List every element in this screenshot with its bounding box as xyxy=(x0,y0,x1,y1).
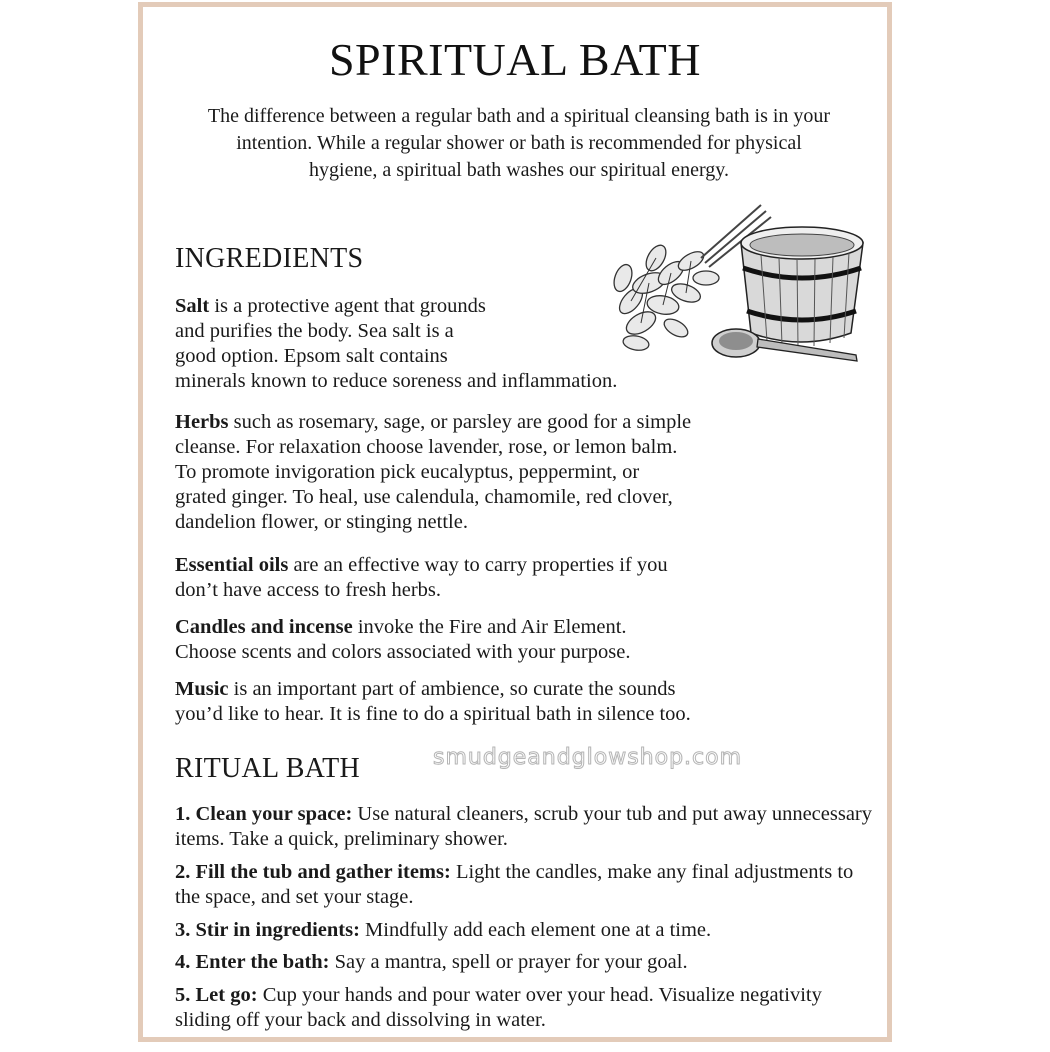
ingredient-term: Candles and incense xyxy=(175,616,353,638)
ritual-step xyxy=(175,860,875,910)
ritual-step xyxy=(175,802,875,852)
ritual-bath-heading: RITUAL BATH xyxy=(175,753,361,784)
ingredient-text: invoke the Fire and Air Element. Choose scents and colors associated with your purpose. xyxy=(175,616,631,663)
ritual-step xyxy=(175,983,875,1033)
step-text: Say a mantra, spell or prayer for your goal. xyxy=(329,951,688,973)
step-label: 4. Enter the bath: xyxy=(175,951,330,973)
step-label: 3. Stir in ingredients: xyxy=(175,919,360,941)
step-text: Use natural cleaners, scrub your tub and put away unnecessary items. Take a quick, preliminary shower. xyxy=(175,803,873,850)
ingredient-term: Essential oils xyxy=(175,554,289,576)
recipe-card xyxy=(138,2,892,1042)
ingredient-candles-incense xyxy=(175,615,865,665)
step-label: 2. Fill the tub and gather items: xyxy=(175,861,451,883)
watermark-text: smudgeandglowshop.com xyxy=(433,745,743,770)
page-title: SPIRITUAL BATH xyxy=(328,34,702,85)
ingredient-text: is a protective agent that grounds and purifies the body. Sea salt is a good option. Epsom salt contains minerals known to reduce soreness and inflammation. xyxy=(175,295,618,392)
ingredient-essential-oils xyxy=(175,553,865,603)
ingredient-music xyxy=(175,677,865,727)
ritual-step xyxy=(175,918,875,943)
step-text: Mindfully add each element one at a time. xyxy=(359,919,712,941)
ingredient-herbs xyxy=(175,410,865,535)
wooden-bucket-icon xyxy=(741,227,863,347)
ingredients-heading: INGREDIENTS xyxy=(175,243,364,274)
ingredient-term: Music xyxy=(175,678,229,700)
ingredient-salt xyxy=(175,294,755,394)
ingredient-term: Herbs xyxy=(175,411,229,433)
ingredient-text: are an effective way to carry properties if you don’t have access to fresh herbs. xyxy=(175,554,668,601)
ingredient-term: Salt xyxy=(175,295,210,317)
ingredient-text: is an important part of ambience, so curate the sounds you’d like to hear. It is fine to do a spiritual bath in silence too. xyxy=(175,678,691,725)
intro-paragraph: The difference between a regular bath and a spiritual cleansing bath is in your intention. While a regular shower or bath is recommended for physical hygiene, a spiritual bath washes our spiritual energy. xyxy=(207,105,831,181)
step-text: Cup your hands and pour water over your head. Visualize negativity sliding off your back and dissolving in water. xyxy=(175,984,822,1031)
step-label: 1. Clean your space: xyxy=(175,803,353,825)
step-text: Light the candles, make any final adjustments to the space, and set your stage. xyxy=(175,861,854,908)
step-label: 5. Let go: xyxy=(175,984,258,1006)
ingredient-text: such as rosemary, sage, or parsley are good for a simple cleanse. For relaxation choose lavender, rose, or lemon balm. To promote invigoration pick eucalyptus, peppermint, or grated ginger. To heal, use calendula, chamomile, red clover, dandelion flower, or stinging nettle. xyxy=(175,411,692,533)
ritual-step xyxy=(175,950,875,975)
